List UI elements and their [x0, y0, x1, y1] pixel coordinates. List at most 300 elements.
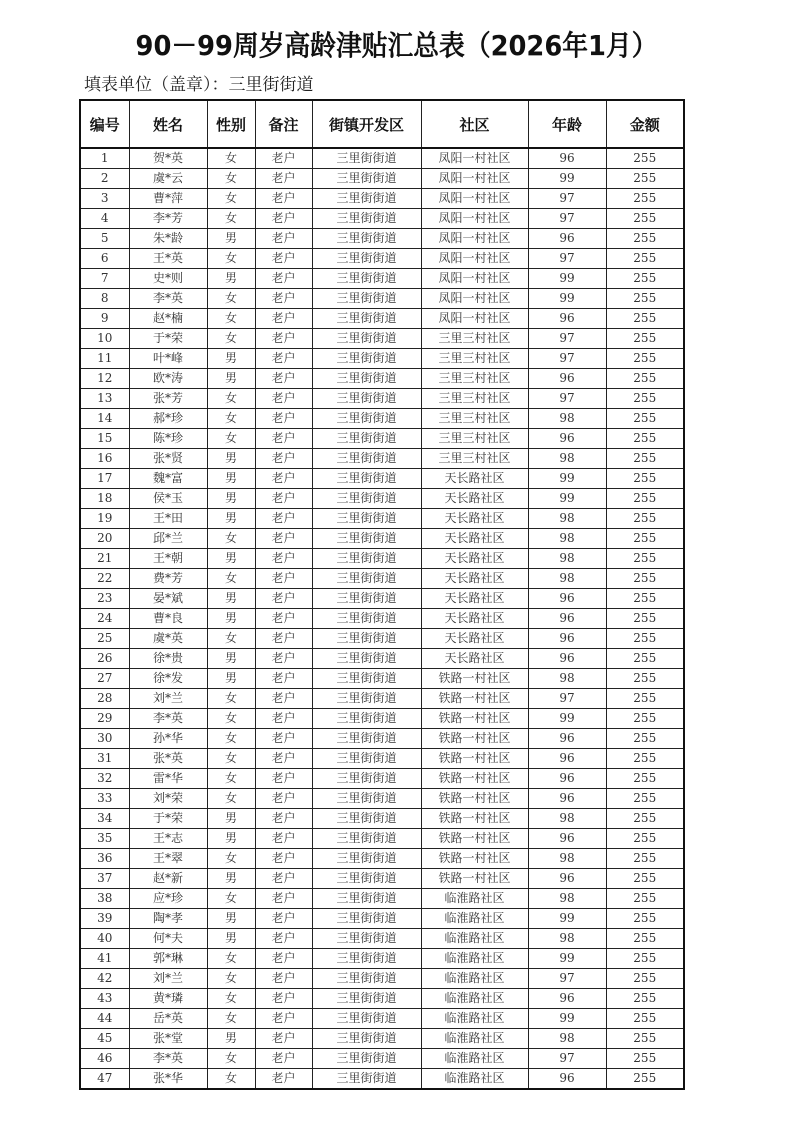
cell-street: 三里街街道	[312, 509, 421, 529]
cell-id: 22	[80, 569, 129, 589]
cell-age: 96	[528, 609, 606, 629]
cell-gender: 男	[207, 589, 255, 609]
column-header-street: 街镇开发区	[312, 100, 421, 148]
cell-street: 三里街街道	[312, 969, 421, 989]
table-row	[80, 409, 684, 429]
cell-name: 何*夫	[129, 929, 207, 949]
cell-amount: 255	[606, 729, 684, 749]
cell-id: 4	[80, 209, 129, 229]
cell-street: 三里街街道	[312, 949, 421, 969]
cell-name: 张*芳	[129, 389, 207, 409]
cell-remark: 老户	[255, 749, 312, 769]
cell-gender: 男	[207, 909, 255, 929]
cell-amount: 255	[606, 309, 684, 329]
cell-id: 17	[80, 469, 129, 489]
cell-amount: 255	[606, 329, 684, 349]
cell-id: 35	[80, 829, 129, 849]
cell-age: 98	[528, 849, 606, 869]
cell-amount: 255	[606, 529, 684, 549]
table-row	[80, 729, 684, 749]
cell-gender: 女	[207, 569, 255, 589]
cell-street: 三里街街道	[312, 889, 421, 909]
cell-community: 三里三村社区	[421, 369, 528, 389]
cell-remark: 老户	[255, 869, 312, 889]
cell-remark: 老户	[255, 569, 312, 589]
cell-remark: 老户	[255, 489, 312, 509]
cell-community: 临淮路社区	[421, 889, 528, 909]
cell-gender: 男	[207, 349, 255, 369]
table-row	[80, 329, 684, 349]
cell-amount: 255	[606, 229, 684, 249]
cell-name: 黄*璘	[129, 989, 207, 1009]
cell-age: 99	[528, 489, 606, 509]
cell-community: 天长路社区	[421, 469, 528, 489]
cell-name: 王*翠	[129, 849, 207, 869]
cell-name: 赵*楠	[129, 309, 207, 329]
cell-name: 史*则	[129, 269, 207, 289]
cell-id: 21	[80, 549, 129, 569]
cell-amount: 255	[606, 469, 684, 489]
cell-community: 天长路社区	[421, 549, 528, 569]
cell-id: 25	[80, 629, 129, 649]
cell-community: 临淮路社区	[421, 969, 528, 989]
cell-remark: 老户	[255, 609, 312, 629]
cell-remark: 老户	[255, 1029, 312, 1049]
cell-community: 铁路一村社区	[421, 849, 528, 869]
table-row	[80, 969, 684, 989]
cell-street: 三里街街道	[312, 389, 421, 409]
cell-age: 99	[528, 289, 606, 309]
cell-age: 96	[528, 429, 606, 449]
cell-street: 三里街街道	[312, 1029, 421, 1049]
cell-age: 98	[528, 809, 606, 829]
cell-amount: 255	[606, 909, 684, 929]
cell-age: 98	[528, 929, 606, 949]
cell-gender: 男	[207, 869, 255, 889]
cell-age: 98	[528, 1029, 606, 1049]
cell-age: 96	[528, 629, 606, 649]
cell-name: 陶*孝	[129, 909, 207, 929]
cell-street: 三里街街道	[312, 209, 421, 229]
cell-gender: 女	[207, 949, 255, 969]
cell-id: 10	[80, 329, 129, 349]
cell-gender: 女	[207, 389, 255, 409]
cell-name: 王*志	[129, 829, 207, 849]
cell-gender: 女	[207, 409, 255, 429]
cell-gender: 女	[207, 309, 255, 329]
cell-street: 三里街街道	[312, 709, 421, 729]
table-row	[80, 629, 684, 649]
cell-age: 97	[528, 249, 606, 269]
column-header-name: 姓名	[129, 100, 207, 148]
cell-amount: 255	[606, 549, 684, 569]
cell-gender: 女	[207, 989, 255, 1009]
cell-amount: 255	[606, 949, 684, 969]
cell-amount: 255	[606, 289, 684, 309]
cell-gender: 女	[207, 849, 255, 869]
table-body	[80, 148, 684, 1089]
cell-community: 三里三村社区	[421, 409, 528, 429]
cell-remark: 老户	[255, 389, 312, 409]
cell-amount: 255	[606, 809, 684, 829]
table-row	[80, 689, 684, 709]
cell-remark: 老户	[255, 949, 312, 969]
cell-name: 张*华	[129, 1069, 207, 1090]
cell-gender: 女	[207, 889, 255, 909]
cell-gender: 女	[207, 249, 255, 269]
cell-id: 41	[80, 949, 129, 969]
cell-gender: 女	[207, 148, 255, 169]
cell-community: 天长路社区	[421, 589, 528, 609]
cell-community: 铁路一村社区	[421, 809, 528, 829]
cell-name: 王*英	[129, 249, 207, 269]
cell-id: 40	[80, 929, 129, 949]
cell-street: 三里街街道	[312, 609, 421, 629]
cell-street: 三里街街道	[312, 189, 421, 209]
cell-amount: 255	[606, 889, 684, 909]
cell-amount: 255	[606, 689, 684, 709]
document-title: 90－99周岁高龄津贴汇总表（2026年1月）	[135, 29, 658, 62]
cell-age: 96	[528, 148, 606, 169]
cell-community: 铁路一村社区	[421, 729, 528, 749]
cell-gender: 女	[207, 729, 255, 749]
table-row	[80, 769, 684, 789]
cell-age: 97	[528, 689, 606, 709]
cell-community: 凤阳一村社区	[421, 309, 528, 329]
cell-community: 铁路一村社区	[421, 669, 528, 689]
cell-amount: 255	[606, 349, 684, 369]
table-row	[80, 289, 684, 309]
cell-age: 98	[528, 509, 606, 529]
cell-age: 96	[528, 829, 606, 849]
cell-age: 99	[528, 1009, 606, 1029]
cell-gender: 男	[207, 369, 255, 389]
cell-id: 13	[80, 389, 129, 409]
cell-age: 96	[528, 729, 606, 749]
cell-age: 96	[528, 749, 606, 769]
cell-street: 三里街街道	[312, 989, 421, 1009]
cell-amount: 255	[606, 509, 684, 529]
cell-amount: 255	[606, 249, 684, 269]
cell-age: 99	[528, 949, 606, 969]
cell-community: 天长路社区	[421, 569, 528, 589]
cell-id: 37	[80, 869, 129, 889]
cell-remark: 老户	[255, 1049, 312, 1069]
cell-remark: 老户	[255, 929, 312, 949]
cell-amount: 255	[606, 148, 684, 169]
cell-remark: 老户	[255, 529, 312, 549]
cell-amount: 255	[606, 1009, 684, 1029]
cell-remark: 老户	[255, 629, 312, 649]
cell-street: 三里街街道	[312, 269, 421, 289]
cell-street: 三里街街道	[312, 549, 421, 569]
cell-remark: 老户	[255, 549, 312, 569]
cell-amount: 255	[606, 1049, 684, 1069]
cell-community: 铁路一村社区	[421, 749, 528, 769]
cell-id: 42	[80, 969, 129, 989]
cell-gender: 女	[207, 969, 255, 989]
cell-id: 39	[80, 909, 129, 929]
cell-name: 张*堂	[129, 1029, 207, 1049]
cell-remark: 老户	[255, 729, 312, 749]
cell-remark: 老户	[255, 469, 312, 489]
cell-remark: 老户	[255, 429, 312, 449]
cell-age: 96	[528, 369, 606, 389]
cell-gender: 女	[207, 789, 255, 809]
cell-age: 98	[528, 529, 606, 549]
column-header-remark: 备注	[255, 100, 312, 148]
cell-street: 三里街街道	[312, 589, 421, 609]
cell-street: 三里街街道	[312, 689, 421, 709]
cell-id: 14	[80, 409, 129, 429]
cell-gender: 男	[207, 549, 255, 569]
cell-id: 20	[80, 529, 129, 549]
table-row	[80, 649, 684, 669]
cell-amount: 255	[606, 389, 684, 409]
cell-gender: 男	[207, 649, 255, 669]
table-row	[80, 1009, 684, 1029]
cell-id: 2	[80, 169, 129, 189]
table-row	[80, 889, 684, 909]
cell-street: 三里街街道	[312, 669, 421, 689]
cell-age: 97	[528, 969, 606, 989]
cell-name: 刘*荣	[129, 789, 207, 809]
cell-community: 铁路一村社区	[421, 829, 528, 849]
cell-street: 三里街街道	[312, 789, 421, 809]
cell-id: 11	[80, 349, 129, 369]
cell-name: 李*英	[129, 1049, 207, 1069]
cell-gender: 男	[207, 269, 255, 289]
cell-name: 岳*英	[129, 1009, 207, 1029]
cell-age: 96	[528, 789, 606, 809]
cell-name: 雷*华	[129, 769, 207, 789]
table-row	[80, 609, 684, 629]
cell-remark: 老户	[255, 189, 312, 209]
cell-street: 三里街街道	[312, 449, 421, 469]
cell-remark: 老户	[255, 849, 312, 869]
cell-community: 凤阳一村社区	[421, 189, 528, 209]
cell-id: 28	[80, 689, 129, 709]
cell-name: 徐*贵	[129, 649, 207, 669]
cell-remark: 老户	[255, 809, 312, 829]
cell-name: 于*荣	[129, 329, 207, 349]
cell-gender: 男	[207, 229, 255, 249]
cell-age: 99	[528, 709, 606, 729]
cell-id: 27	[80, 669, 129, 689]
cell-amount: 255	[606, 189, 684, 209]
cell-amount: 255	[606, 429, 684, 449]
cell-name: 叶*峰	[129, 349, 207, 369]
table-row	[80, 949, 684, 969]
cell-id: 1	[80, 148, 129, 169]
cell-age: 96	[528, 769, 606, 789]
cell-gender: 女	[207, 169, 255, 189]
cell-id: 19	[80, 509, 129, 529]
cell-community: 凤阳一村社区	[421, 269, 528, 289]
cell-community: 三里三村社区	[421, 329, 528, 349]
cell-remark: 老户	[255, 989, 312, 1009]
cell-amount: 255	[606, 969, 684, 989]
cell-name: 欧*涛	[129, 369, 207, 389]
cell-name: 张*贤	[129, 449, 207, 469]
cell-community: 凤阳一村社区	[421, 169, 528, 189]
cell-age: 99	[528, 169, 606, 189]
cell-community: 三里三村社区	[421, 449, 528, 469]
cell-id: 30	[80, 729, 129, 749]
cell-gender: 女	[207, 1049, 255, 1069]
table-row	[80, 809, 684, 829]
header-row	[80, 100, 684, 148]
cell-age: 97	[528, 329, 606, 349]
table-row	[80, 169, 684, 189]
cell-name: 徐*发	[129, 669, 207, 689]
cell-gender: 女	[207, 709, 255, 729]
cell-id: 26	[80, 649, 129, 669]
table-row	[80, 929, 684, 949]
cell-community: 铁路一村社区	[421, 869, 528, 889]
cell-community: 天长路社区	[421, 609, 528, 629]
table-row	[80, 229, 684, 249]
table-row	[80, 369, 684, 389]
cell-community: 铁路一村社区	[421, 789, 528, 809]
table-row	[80, 1069, 684, 1090]
cell-amount: 255	[606, 1029, 684, 1049]
cell-age: 97	[528, 1049, 606, 1069]
cell-id: 31	[80, 749, 129, 769]
cell-id: 34	[80, 809, 129, 829]
cell-name: 费*芳	[129, 569, 207, 589]
cell-name: 张*英	[129, 749, 207, 769]
cell-id: 9	[80, 309, 129, 329]
cell-amount: 255	[606, 769, 684, 789]
cell-amount: 255	[606, 409, 684, 429]
table-row	[80, 549, 684, 569]
table-row	[80, 449, 684, 469]
filling-unit-line: 填表单位（盖章）：三里街街道	[84, 75, 314, 95]
cell-community: 三里三村社区	[421, 429, 528, 449]
cell-amount: 255	[606, 629, 684, 649]
cell-age: 97	[528, 209, 606, 229]
cell-gender: 女	[207, 289, 255, 309]
cell-remark: 老户	[255, 349, 312, 369]
cell-name: 刘*兰	[129, 689, 207, 709]
cell-amount: 255	[606, 269, 684, 289]
cell-street: 三里街街道	[312, 369, 421, 389]
cell-gender: 男	[207, 1029, 255, 1049]
cell-street: 三里街街道	[312, 929, 421, 949]
cell-id: 38	[80, 889, 129, 909]
cell-street: 三里街街道	[312, 909, 421, 929]
cell-street: 三里街街道	[312, 309, 421, 329]
cell-remark: 老户	[255, 789, 312, 809]
cell-remark: 老户	[255, 148, 312, 169]
cell-street: 三里街街道	[312, 489, 421, 509]
cell-remark: 老户	[255, 269, 312, 289]
cell-street: 三里街街道	[312, 289, 421, 309]
cell-age: 96	[528, 589, 606, 609]
table-row	[80, 249, 684, 269]
cell-community: 凤阳一村社区	[421, 249, 528, 269]
cell-age: 99	[528, 269, 606, 289]
cell-age: 97	[528, 389, 606, 409]
cell-name: 刘*兰	[129, 969, 207, 989]
table-row	[80, 989, 684, 1009]
cell-community: 天长路社区	[421, 649, 528, 669]
cell-name: 李*英	[129, 289, 207, 309]
cell-age: 97	[528, 349, 606, 369]
cell-age: 96	[528, 649, 606, 669]
cell-id: 29	[80, 709, 129, 729]
cell-age: 97	[528, 189, 606, 209]
cell-id: 47	[80, 1069, 129, 1090]
cell-id: 23	[80, 589, 129, 609]
cell-age: 98	[528, 549, 606, 569]
cell-remark: 老户	[255, 829, 312, 849]
cell-remark: 老户	[255, 1069, 312, 1090]
cell-community: 临淮路社区	[421, 909, 528, 929]
cell-name: 曹*良	[129, 609, 207, 629]
cell-name: 孙*华	[129, 729, 207, 749]
cell-remark: 老户	[255, 449, 312, 469]
cell-id: 32	[80, 769, 129, 789]
cell-id: 44	[80, 1009, 129, 1029]
cell-community: 临淮路社区	[421, 989, 528, 1009]
cell-street: 三里街街道	[312, 1049, 421, 1069]
cell-id: 16	[80, 449, 129, 469]
cell-community: 临淮路社区	[421, 1029, 528, 1049]
cell-amount: 255	[606, 609, 684, 629]
column-header-amount: 金额	[606, 100, 684, 148]
cell-amount: 255	[606, 709, 684, 729]
cell-amount: 255	[606, 449, 684, 469]
cell-community: 临淮路社区	[421, 949, 528, 969]
cell-community: 铁路一村社区	[421, 769, 528, 789]
cell-community: 凤阳一村社区	[421, 209, 528, 229]
cell-gender: 男	[207, 829, 255, 849]
table-row	[80, 849, 684, 869]
cell-age: 96	[528, 309, 606, 329]
cell-gender: 女	[207, 689, 255, 709]
cell-gender: 男	[207, 929, 255, 949]
cell-remark: 老户	[255, 169, 312, 189]
cell-street: 三里街街道	[312, 849, 421, 869]
cell-community: 临淮路社区	[421, 1069, 528, 1090]
cell-street: 三里街街道	[312, 829, 421, 849]
cell-name: 虞*云	[129, 169, 207, 189]
cell-amount: 255	[606, 669, 684, 689]
cell-id: 18	[80, 489, 129, 509]
cell-name: 虞*英	[129, 629, 207, 649]
cell-community: 凤阳一村社区	[421, 148, 528, 169]
cell-amount: 255	[606, 1069, 684, 1090]
cell-age: 96	[528, 229, 606, 249]
cell-id: 15	[80, 429, 129, 449]
cell-street: 三里街街道	[312, 249, 421, 269]
cell-street: 三里街街道	[312, 529, 421, 549]
cell-community: 天长路社区	[421, 629, 528, 649]
cell-street: 三里街街道	[312, 769, 421, 789]
cell-remark: 老户	[255, 589, 312, 609]
cell-amount: 255	[606, 649, 684, 669]
cell-remark: 老户	[255, 649, 312, 669]
cell-street: 三里街街道	[312, 148, 421, 169]
table-row	[80, 1029, 684, 1049]
cell-id: 36	[80, 849, 129, 869]
cell-age: 98	[528, 409, 606, 429]
cell-remark: 老户	[255, 669, 312, 689]
column-header-id: 编号	[80, 100, 129, 148]
cell-street: 三里街街道	[312, 409, 421, 429]
